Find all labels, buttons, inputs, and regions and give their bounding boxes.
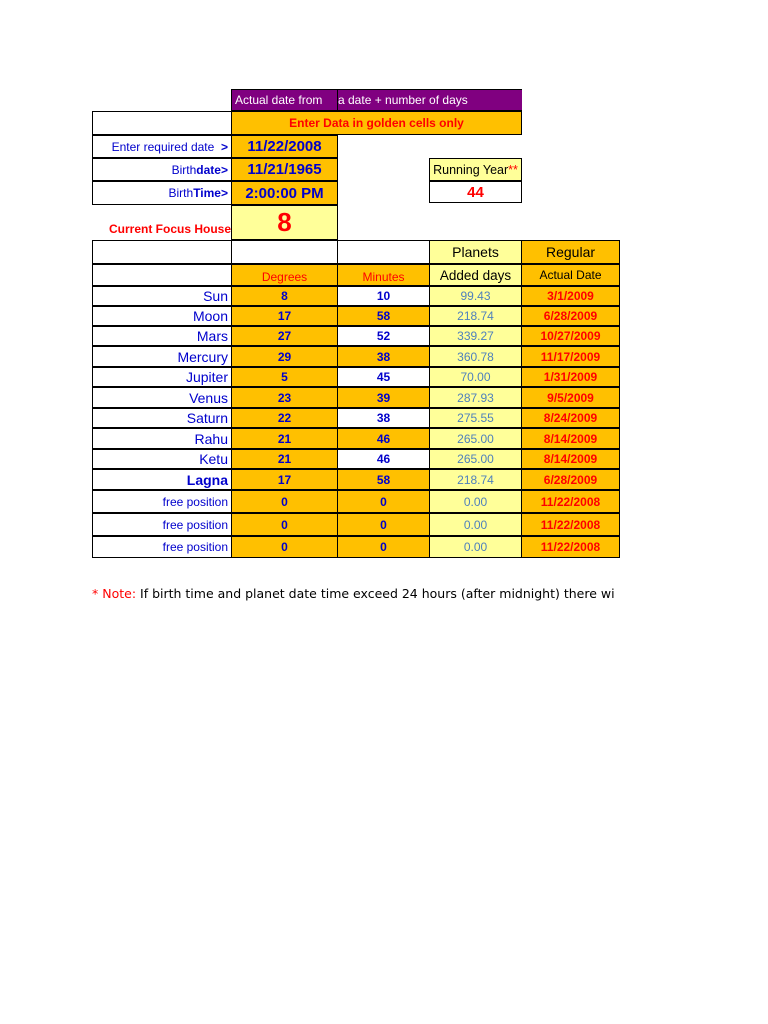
minutes-cell-text: 39 [376,390,391,405]
minutes-cell[interactable] [337,387,430,408]
birth-date-label-text: Birth [171,162,197,177]
degrees-cell-text: 27 [277,329,292,343]
planet-name-cell-text: free position [162,494,228,509]
birth-time-label [92,181,232,205]
added-days-column-header-text: Added days [439,267,512,283]
actual-date-cell-text: 1/31/2009 [543,370,598,384]
added-days-cell-text: 265.00 [457,431,494,446]
degrees-cell[interactable] [231,513,338,536]
added-days-cell [429,286,522,306]
minutes-cell-text: 0 [380,517,387,532]
planet-name-cell-text: Rahu [194,430,228,447]
birth-date-value: 11/21/1965 [247,161,322,178]
actual-date-cell-text: 6/28/2009 [543,472,598,487]
planet-name-cell [92,387,232,408]
planet-name-cell-text: Mercury [177,348,228,365]
degrees-column-header-text: Degrees [261,270,308,284]
degrees-cell-text: 0 [281,494,288,509]
planet-name-cell-text: free position [162,517,228,532]
added-days-cell-text: 339.27 [457,329,494,343]
added-days-cell-text: 265.00 [457,452,494,466]
degrees-column-header [231,264,338,286]
degrees-cell-text: 0 [281,517,288,532]
actual-date-cell [521,449,620,469]
actual-date-cell-text: 11/22/2008 [540,494,601,509]
running-year-value: 44 [467,183,484,201]
actual-date-cell-text: 8/14/2009 [543,431,598,446]
table-header-blank-3 [337,240,430,264]
actual-date-cell-text: 10/27/2009 [540,329,601,343]
added-days-cell [429,449,522,469]
actual-date-cell [521,306,620,326]
added-days-cell [429,536,522,558]
instruction-text: Enter Data in golden cells only [289,116,464,130]
header-title-part2: a date + number of days [338,93,468,107]
actual-date-cell [521,513,620,536]
added-days-cell [429,513,522,536]
added-days-cell [429,346,522,367]
degrees-cell-text: 23 [277,390,292,405]
instruction-banner [231,111,522,135]
birth-date-label-em: date [196,162,221,177]
footnote-text: If birth time and planet date time exceed 24 hours (after midnight) there wi [136,586,615,601]
planets-group-header-text: Planets [452,244,499,260]
minutes-cell[interactable] [337,536,430,558]
minutes-column-header-text: Minutes [362,270,405,284]
actual-date-cell [521,428,620,449]
actual-date-column-header [521,264,620,286]
running-year-label-text: Running Year [433,162,509,177]
planet-name-cell [92,367,232,387]
birth-time-value: 2:00:00 PM [245,184,324,202]
focus-house-label-text: Current Focus House [108,222,231,236]
planet-name-cell [92,490,232,513]
added-days-cell [429,469,522,490]
table-header-blank-1 [92,240,232,264]
birth-date-label [92,158,232,181]
planet-name-cell-text: Saturn [186,410,228,426]
planet-name-cell [92,428,232,449]
minutes-cell-text: 52 [376,329,391,343]
added-days-cell [429,326,522,346]
minutes-cell[interactable] [337,326,430,346]
table-header-blank-2 [231,240,338,264]
degrees-cell-text: 0 [281,540,288,554]
degrees-cell[interactable] [231,490,338,513]
footnote-marker: * Note: [92,586,137,601]
minutes-cell-text: 38 [376,411,391,425]
regular-group-header-text: Regular [545,244,596,260]
planet-name-cell-text: free position [162,540,228,554]
degrees-cell[interactable] [231,387,338,408]
minutes-cell[interactable] [337,449,430,469]
added-days-cell-text: 360.78 [457,349,494,364]
planets-group-header [429,240,522,264]
minutes-column-header [337,264,430,286]
actual-date-cell [521,326,620,346]
planet-name-cell-text: Ketu [199,451,228,467]
minutes-cell-text: 45 [376,370,391,384]
column-header-blank [92,264,232,286]
minutes-cell[interactable] [337,346,430,367]
birth-date-input[interactable] [231,158,338,181]
degrees-cell[interactable] [231,428,338,449]
planet-name-cell [92,326,232,346]
minutes-cell-text: 46 [376,452,391,466]
degrees-cell-text: 29 [277,349,292,364]
planet-name-cell [92,346,232,367]
required-date-label [92,135,232,158]
added-days-cell-text: 0.00 [463,540,488,554]
actual-date-cell [521,469,620,490]
minutes-cell[interactable] [337,408,430,428]
birth-time-input[interactable] [231,181,338,205]
actual-date-cell-text: 11/22/2008 [540,517,601,532]
actual-date-cell [521,286,620,306]
added-days-cell-text: 287.93 [457,390,494,405]
planet-name-cell [92,449,232,469]
added-days-cell [429,490,522,513]
planet-name-cell-text: Moon [192,308,228,324]
required-date-value: 11/22/2008 [247,138,322,155]
added-days-cell [429,428,522,449]
actual-date-column-header-text: Actual Date [539,268,602,282]
running-year-marker: ** [508,162,518,177]
actual-date-cell-text: 11/22/2008 [540,540,601,554]
planet-name-cell-text: Mars [196,328,228,344]
regular-group-header [521,240,620,264]
degrees-cell-text: 8 [281,289,288,303]
added-days-cell [429,367,522,387]
actual-date-cell-text: 8/24/2009 [543,411,598,425]
planet-name-cell [92,286,232,306]
added-days-cell-text: 218.74 [457,472,494,487]
header-title-right [338,89,522,111]
actual-date-cell [521,346,620,367]
minutes-cell[interactable] [337,367,430,387]
added-days-cell-text: 99.43 [460,289,491,303]
added-days-column-header [429,264,522,286]
minutes-cell-text: 58 [376,309,391,323]
required-date-label-text: Enter required date [111,139,215,154]
added-days-cell-text: 218.74 [457,309,494,323]
minutes-cell-text: 38 [376,349,391,364]
planet-name-cell [92,306,232,326]
birth-time-label-em: Time [193,186,221,200]
degrees-cell-text: 21 [277,431,292,446]
degrees-cell[interactable] [231,286,338,306]
header-title-part1: Actual date from [235,93,323,107]
minutes-cell-text: 0 [380,494,387,509]
actual-date-cell [521,536,620,558]
added-days-cell [429,306,522,326]
minutes-cell[interactable] [337,513,430,536]
added-days-cell [429,408,522,428]
added-days-cell-text: 0.00 [463,517,488,532]
degrees-cell-text: 22 [277,411,292,425]
minutes-cell-text: 46 [376,431,391,446]
added-days-cell-text: 275.55 [457,411,494,425]
minutes-cell[interactable] [337,428,430,449]
planet-name-cell-text: Sun [203,288,228,304]
degrees-cell[interactable] [231,536,338,558]
actual-date-cell-text: 8/14/2009 [543,452,598,466]
degrees-cell[interactable] [231,367,338,387]
instruction-blank-cell [92,111,232,135]
planet-name-cell [92,513,232,536]
actual-date-cell-text: 9/5/2009 [547,390,594,405]
planet-name-cell-text: Venus [189,389,228,406]
degrees-cell[interactable] [231,346,338,367]
degrees-cell-text: 17 [277,309,292,323]
added-days-cell-text: 0.00 [463,494,488,509]
degrees-cell[interactable] [231,449,338,469]
planet-name-cell-text: Lagna [186,471,228,488]
footnote [92,586,620,604]
degrees-cell-text: 17 [277,472,292,487]
minutes-cell[interactable] [337,469,430,490]
minutes-cell[interactable] [337,490,430,513]
planet-name-cell [92,408,232,428]
degrees-cell[interactable] [231,408,338,428]
degrees-cell-text: 5 [281,370,288,384]
degrees-cell[interactable] [231,469,338,490]
actual-date-cell-text: 3/1/2009 [547,289,594,303]
actual-date-cell-text: 11/17/2009 [540,349,601,364]
planet-name-cell [92,536,232,558]
planet-name-cell-text: Jupiter [185,369,228,385]
degrees-cell[interactable] [231,326,338,346]
running-year-value-cell [429,181,522,203]
minutes-cell[interactable] [337,306,430,326]
birth-date-label-arrow: > [220,162,228,177]
focus-house-label [84,222,231,238]
required-date-input[interactable] [231,135,338,158]
minutes-cell-text: 10 [376,289,391,303]
minutes-cell[interactable] [337,286,430,306]
added-days-cell [429,387,522,408]
focus-house-value: 8 [277,207,292,237]
actual-date-cell [521,408,620,428]
degrees-cell-text: 21 [277,452,292,466]
planet-name-cell [92,469,232,490]
actual-date-cell [521,490,620,513]
header-title-left [231,89,338,111]
birth-time-label-arrow: > [220,186,228,200]
focus-house-input[interactable] [231,205,338,240]
birth-time-label-text: Birth [168,186,194,200]
actual-date-cell [521,367,620,387]
minutes-cell-text: 0 [380,540,387,554]
required-date-label-arrow: > [220,139,228,154]
minutes-cell-text: 58 [376,472,391,487]
running-year-label [429,158,522,181]
degrees-cell[interactable] [231,306,338,326]
actual-date-cell [521,387,620,408]
added-days-cell-text: 70.00 [460,370,491,384]
actual-date-cell-text: 6/28/2009 [543,309,598,323]
